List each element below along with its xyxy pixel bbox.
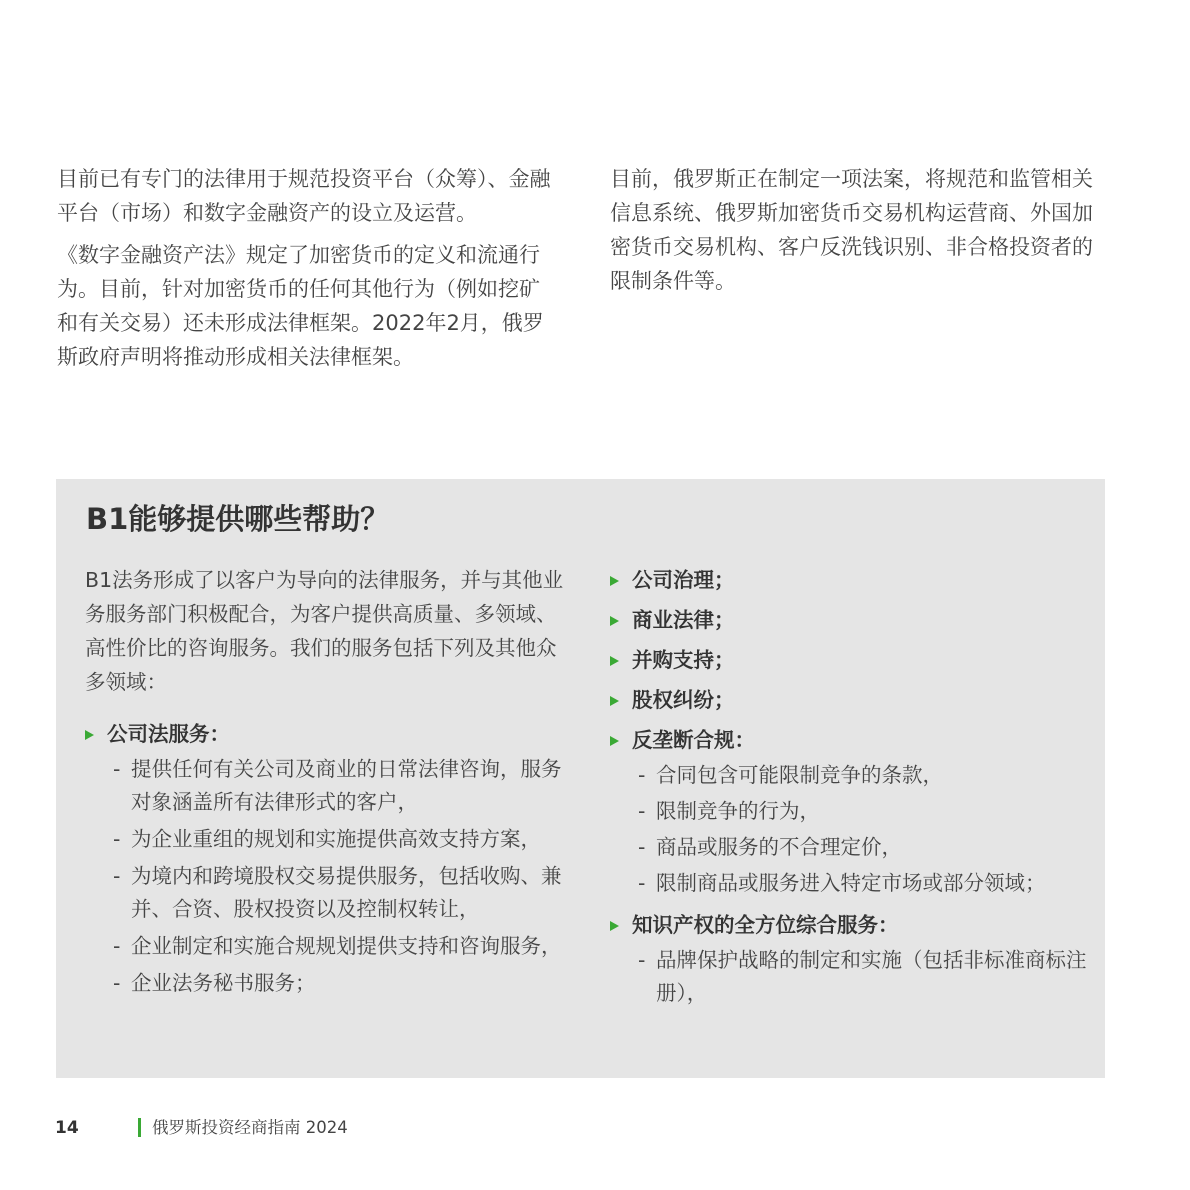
page-number: 14 [55, 1118, 79, 1138]
dash-icon: - [638, 948, 646, 972]
ma-support-bullet [610, 643, 1090, 677]
equity-disputes-label: 股权纠纷； [632, 688, 735, 712]
paragraph-platforms: 目前已有专门的法律用于规范投资平台（众筹）、金融平台（市场）和数字金融资产的设立及运营。 [57, 167, 551, 225]
dash-icon: - [113, 864, 121, 888]
dash-icon: - [113, 827, 121, 851]
dash-icon: - [638, 835, 646, 859]
triangle-bullet-icon [610, 576, 619, 586]
governance-bullet [610, 563, 1090, 597]
list-item [638, 831, 1090, 864]
list-item-text: 提供任何有关公司及商业的日常法律咨询，服务对象涵盖所有法律形式的客户， [131, 757, 562, 814]
list-item [638, 759, 1090, 792]
corporate-services-bullet [85, 717, 565, 751]
corporate-services-block [85, 717, 565, 1000]
dash-icon: - [113, 757, 121, 781]
list-item-text: 为境内和跨境股权交易提供服务，包括收购、兼并、合资、股权投资以及控制权转让， [131, 864, 562, 921]
triangle-bullet-icon [85, 730, 94, 740]
dash-icon: - [113, 971, 121, 995]
paragraph-crypto-law: 《数字金融资产法》规定了加密货币的定义和流通行为。目前，针对加密货币的任何其他行为（例如挖矿和有关交易）还未形成法律框架。2022年2月，俄罗斯政府声明将推动形成相关法律框架。 [57, 243, 544, 369]
top-left-column [57, 162, 557, 374]
footer-title: 俄罗斯投资经商指南 2024 [152, 1118, 348, 1137]
list-item [113, 967, 565, 1000]
list-item-text: 为企业重组的规划和实施提供高效支持方案， [131, 827, 541, 851]
dash-icon: - [638, 871, 646, 895]
help-left-column [85, 563, 565, 1004]
dash-icon: - [638, 763, 646, 787]
corporate-services-list [85, 753, 565, 1000]
antitrust-label: 反垄断合规： [632, 728, 755, 752]
help-box [56, 479, 1105, 1078]
footer-divider [138, 1118, 141, 1137]
triangle-bullet-icon [610, 656, 619, 666]
triangle-bullet-icon [610, 696, 619, 706]
ip-services-label: 知识产权的全方位综合服务： [632, 913, 899, 937]
top-right-column [610, 162, 1110, 298]
dash-icon: - [638, 799, 646, 823]
list-item-text: 品牌保护战略的制定和实施（包括非标准商标注册）， [656, 948, 1087, 1005]
help-title: B1能够提供哪些帮助？ [86, 502, 390, 536]
ma-support-label: 并购支持； [632, 648, 735, 672]
ip-services-list [610, 944, 1090, 1010]
list-item-text: 企业制定和实施合规规划提供支持和咨询服务， [131, 934, 562, 958]
list-item-text: 企业法务秘书服务； [131, 971, 316, 995]
list-item [113, 753, 565, 819]
triangle-bullet-icon [610, 736, 619, 746]
help-right-column [610, 563, 1090, 1018]
list-item-text: 合同包含可能限制竞争的条款， [656, 763, 943, 787]
triangle-bullet-icon [610, 921, 619, 931]
antitrust-list [610, 759, 1090, 900]
list-item [113, 823, 565, 856]
list-item-text: 限制竞争的行为， [656, 799, 820, 823]
list-item [113, 930, 565, 963]
triangle-bullet-icon [610, 616, 619, 626]
commercial-law-bullet [610, 603, 1090, 637]
dash-icon: - [113, 934, 121, 958]
ip-services-bullet [610, 908, 1090, 942]
help-intro: B1法务形成了以客户为导向的法律服务，并与其他业务服务部门积极配合，为客户提供高质量、多领域、高性价比的咨询服务。我们的服务包括下列及其他众多领域： [85, 568, 564, 694]
list-item [638, 867, 1090, 900]
list-item [638, 944, 1090, 1010]
commercial-law-label: 商业法律； [632, 608, 735, 632]
list-item [113, 860, 565, 926]
antitrust-bullet [610, 723, 1090, 757]
list-item [638, 795, 1090, 828]
list-item-text: 限制商品或服务进入特定市场或部分领域； [656, 871, 1046, 895]
paragraph-draft-bill: 目前，俄罗斯正在制定一项法案，将规范和监管相关信息系统、俄罗斯加密货币交易机构运营商、外国加密货币交易机构、客户反洗钱识别、非合格投资者的限制条件等。 [610, 167, 1093, 293]
list-item-text: 商品或服务的不合理定价， [656, 835, 902, 859]
equity-disputes-bullet [610, 683, 1090, 717]
corporate-services-label: 公司法服务： [107, 722, 230, 746]
governance-label: 公司治理； [632, 568, 735, 592]
